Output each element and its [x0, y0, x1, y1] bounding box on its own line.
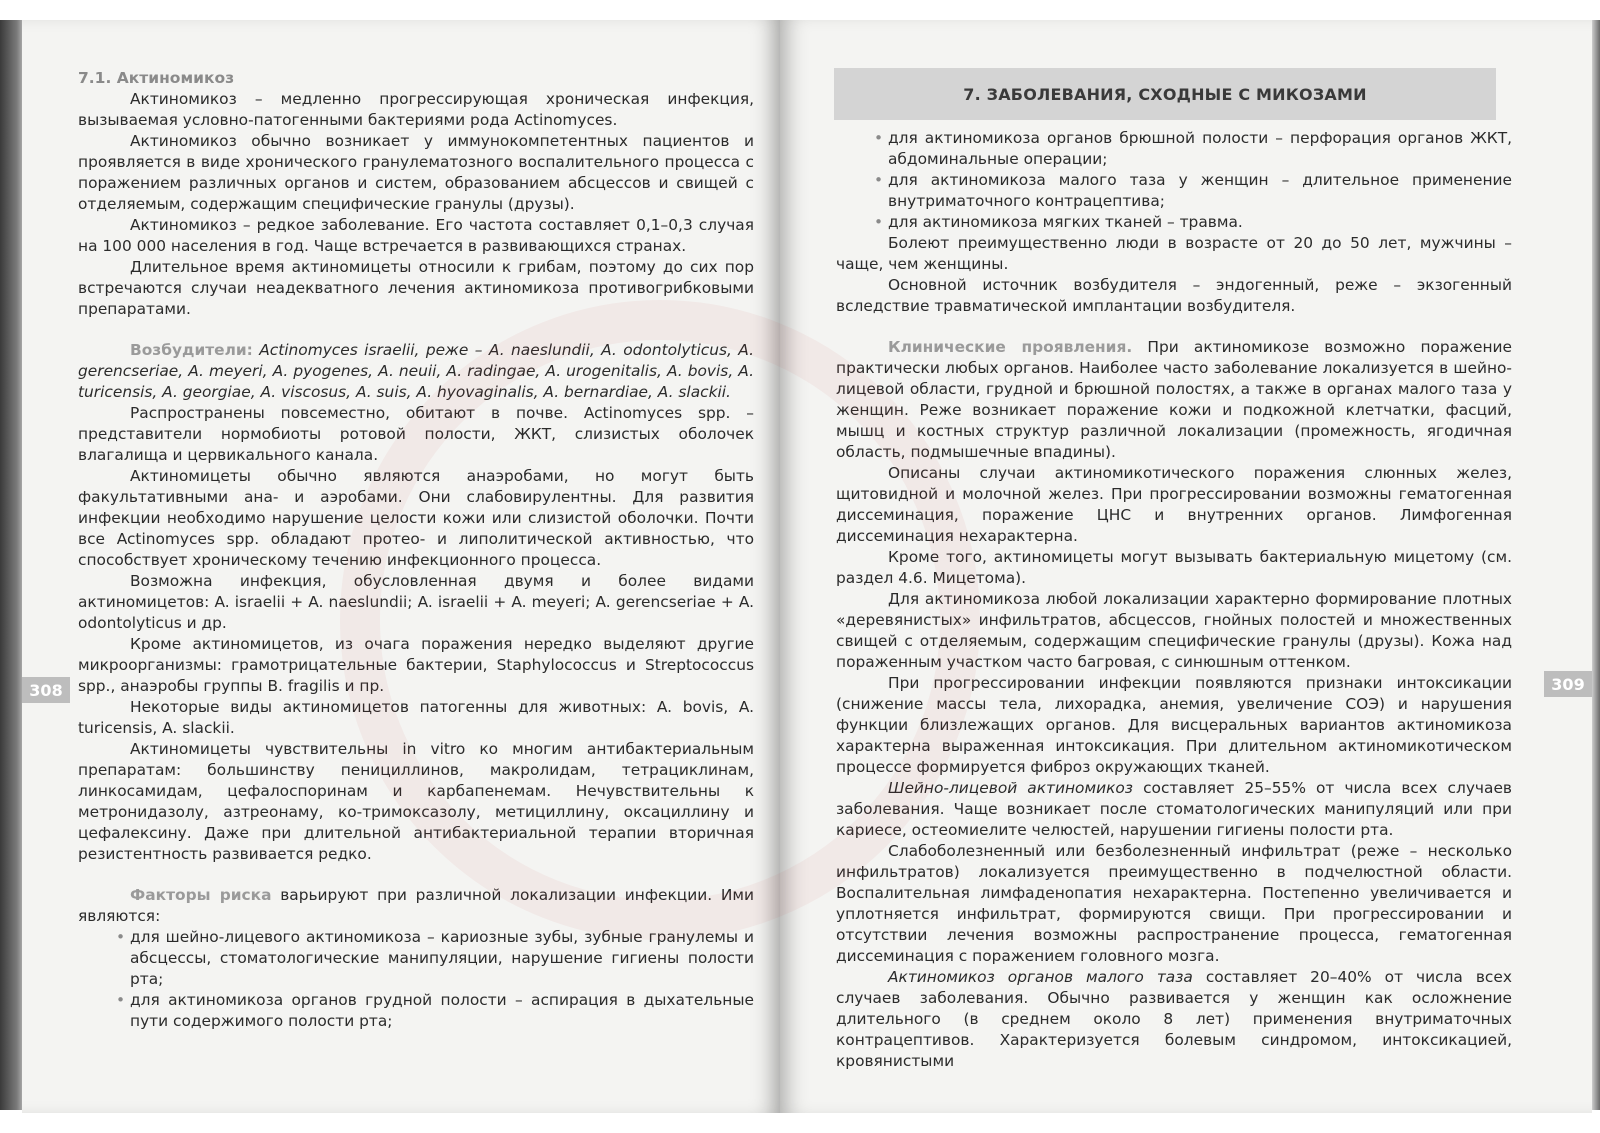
- cervicofacial-lead: Шейно-лицевой актиномикоз: [888, 779, 1133, 797]
- paragraph: Актиномикоз – медленно прогрессирующая хроническая инфекция, вызываемая условно-патогенными бактериями рода Actinomyces.: [78, 90, 754, 129]
- paragraph: Возможна инфекция, обусловленная двумя и более видами актиномицетов: A. israelii + A. naeslundii; A. israelii + A. meyeri; A. gerencseriae + A. odontolyticus и др.: [78, 572, 754, 632]
- list-item: • для шейно-лицевого актиномикоза – кариозные зубы, зубные гранулемы и абсцессы, стоматологические манипуляции, нарушение гигиены полости рта;: [116, 927, 754, 990]
- paragraph: Для актиномикоза любой локализации характерно формирование плотных «деревянистых» инфильтратов, абсцессов, гнойных полостей и множественных свищей с отделяемым, содержащим специфические гранулы (друзы). Кожа над пораженным участком часто багровая, с синюшным оттенком.: [836, 590, 1512, 671]
- list-item: • для актиномикоза органов брюшной полости – перфорация органов ЖКТ, абдоминальные операции;: [874, 128, 1512, 170]
- pelvic-text: составляет 20–40% от числа всех случаев заболевания. Обычно развивается у женщин как осложнение длительного (в среднем около 8 лет) применения внутриматочных контрацептивов. Характеризуется болевым синдромом, интоксикацией, кровянистыми: [836, 968, 1512, 1070]
- cervicofacial-paragraph: [836, 778, 1512, 841]
- risk-text: варьируют при различной локализации инфекции. Ими являются:: [78, 886, 754, 925]
- paragraph: Кроме актиномицетов, из очага поражения нередко выделяют другие микроорганизмы: грамотрицательные бактерии, Staphylococcus и Streptococcus spp., анаэробы группы B. fragilis и пр.: [78, 635, 754, 695]
- clinic-paragraph: [836, 337, 1512, 463]
- pelvic-lead: Актиномикоз органов малого таза: [888, 968, 1193, 986]
- paragraph: Основной источник возбудителя – эндогенный, реже – экзогенный вследствие травматической имплантации возбудителя.: [836, 276, 1512, 315]
- risk-lead: Факторы риска: [130, 886, 272, 904]
- pelvic-paragraph: [836, 967, 1512, 1072]
- list-item: • для актиномикоза малого таза у женщин – длительное применение внутриматочного контрацептива;: [874, 170, 1512, 212]
- page-number-left: 308: [22, 677, 70, 703]
- paragraph: Актиномикоз – редкое заболевание. Его частота составляет 0,1–0,3 случая на 100 000 населения в год. Чаще встречается в развивающихся странах.: [78, 216, 754, 255]
- risk-paragraph: [78, 885, 754, 927]
- paragraph: Описаны случаи актиномикотического поражения слюнных желез, щитовидной и молочной желез. При прогрессировании возможны гематогенная диссеминация, поражение ЦНС и внутренних органов. Лимфогенная диссеминация нехарактерна.: [836, 464, 1512, 545]
- cervicofacial-text: составляет 25–55% от числа всех случаев заболевания. Чаще возникает после стоматологических манипуляций или при кариесе, остеомиелите челюстей, нарушении гигиены полости рта.: [836, 779, 1512, 839]
- paragraph: При прогрессировании инфекции появляются признаки интоксикации (снижение массы тела, лихорадка, анемия, увеличение СОЭ) и нарушения функции близлежащих органов. Для висцеральных вариантов актиномикоза характерна выраженная интоксикация. При длительном актиномикотическом процессе формируется фиброз окружающих тканей.: [836, 674, 1512, 776]
- paragraph: Распространены повсеместно, обитают в почве. Actinomyces spp. – представители нормобиоты ротовой полости, ЖКТ, слизистых оболочек влагалища и цервикального канала.: [78, 404, 754, 464]
- clinic-lead: Клинические проявления.: [888, 338, 1133, 356]
- list-item: • для актиномикоза мягких тканей – травма.: [874, 212, 1512, 233]
- agents-paragraph: [78, 340, 754, 403]
- left-page-text-column: [78, 68, 754, 1032]
- paragraph: Некоторые виды актиномицетов патогенны для животных: A. bovis, A. turicensis, A. slackii.: [78, 698, 754, 737]
- right-page-text-column: [836, 128, 1512, 1072]
- paragraph: Актиномикоз обычно возникает у иммунокомпетентных пациентов и проявляется в виде хронического гранулематозного воспалительного процесса с поражением различных органов и систем, образованием абсцессов и свищей с отделяемым, содержащим специфические гранулы (друзы).: [78, 132, 754, 213]
- left-page: [22, 20, 780, 1113]
- paragraph: Болеют преимущественно люди в возрасте от 20 до 50 лет, мужчины – чаще, чем женщины.: [836, 234, 1512, 273]
- agents-list: Actinomyces israelii, реже – A. naeslundii, A. odontolyticus, A. gerencseriae, A. meyeri, A. pyogenes, A. neuii, A. radingae, A. urogenitalis, A. bovis, A. turicensis, A. georgiae, A. viscosus, A. suis, A. hyovaginalis, A. bernardiae, A. slackii.: [78, 341, 754, 401]
- section-title: 7.1. Актиномикоз: [78, 69, 235, 87]
- paragraph: Кроме того, актиномицеты могут вызывать бактериальную мицетому (см. раздел 4.6. Мицетома).: [836, 548, 1512, 587]
- risk-bullet-list: [78, 927, 754, 1032]
- paragraph: Актиномицеты чувствительны in vitro ко многим антибактериальным препаратам: большинству пенициллинов, макролидам, тетрациклинам, линкосамидам, цефалоспоринам и карбапенемам. Нечувствительны к метронидазолу, азтреонаму, ко-тримоксазолу, метициллину, оксациллину и цефалексину. Даже при длительной антибактериальной терапии вторичная резистентность развивается редко.: [78, 740, 754, 863]
- paragraph: Актиномицеты обычно являются анаэробами, но могут быть факультативными ана- и аэробами. Они слабовирулентны. Для развития инфекции необходимо нарушение целости кожи или слизистой оболочки. Почти все Actinomyces spp. обладают протео- и липолитической активностью, что способствует хроническому течению инфекционного процесса.: [78, 467, 754, 569]
- list-item: • для актиномикоза органов грудной полости – аспирация в дыхательные пути содержимого полости рта;: [116, 990, 754, 1032]
- risk-bullet-list-continued: [836, 128, 1512, 233]
- page-number-right: 309: [1544, 671, 1592, 697]
- paragraph: Длительное время актиномицеты относили к грибам, поэтому до сих пор встречаются случаи неадекватного лечения актиномикоза противогрибковыми препаратами.: [78, 258, 754, 318]
- chapter-header: 7. ЗАБОЛЕВАНИЯ, СХОДНЫЕ С МИКОЗАМИ: [834, 68, 1496, 120]
- agents-lead: Возбудители:: [130, 341, 253, 359]
- right-page: [780, 20, 1592, 1113]
- clinic-text: При актиномикозе возможно поражение практически любых органов. Наиболее часто заболевание локализуется в шейно-лицевой области, грудной и брюшной полостях, а также в органах малого таза у женщин. Реже возникает поражение кожи и подкожной клетчатки, фасций, мышц и костных структур различной локализации (промежность, ягодичная область, подмышечные впадины).: [836, 338, 1512, 461]
- paragraph: Слабоболезненный или безболезненный инфильтрат (реже – несколько инфильтратов) локализуется преимущественно в подчелюстной области. Воспалительная лимфаденопатия нехарактерна. Постепенно увеличивается и уплотняется инфильтрат, формируются свищи. При прогрессировании и отсутствии лечения возможны распространение процесса, гематогенная диссеминация с поражением головного мозга.: [836, 842, 1512, 965]
